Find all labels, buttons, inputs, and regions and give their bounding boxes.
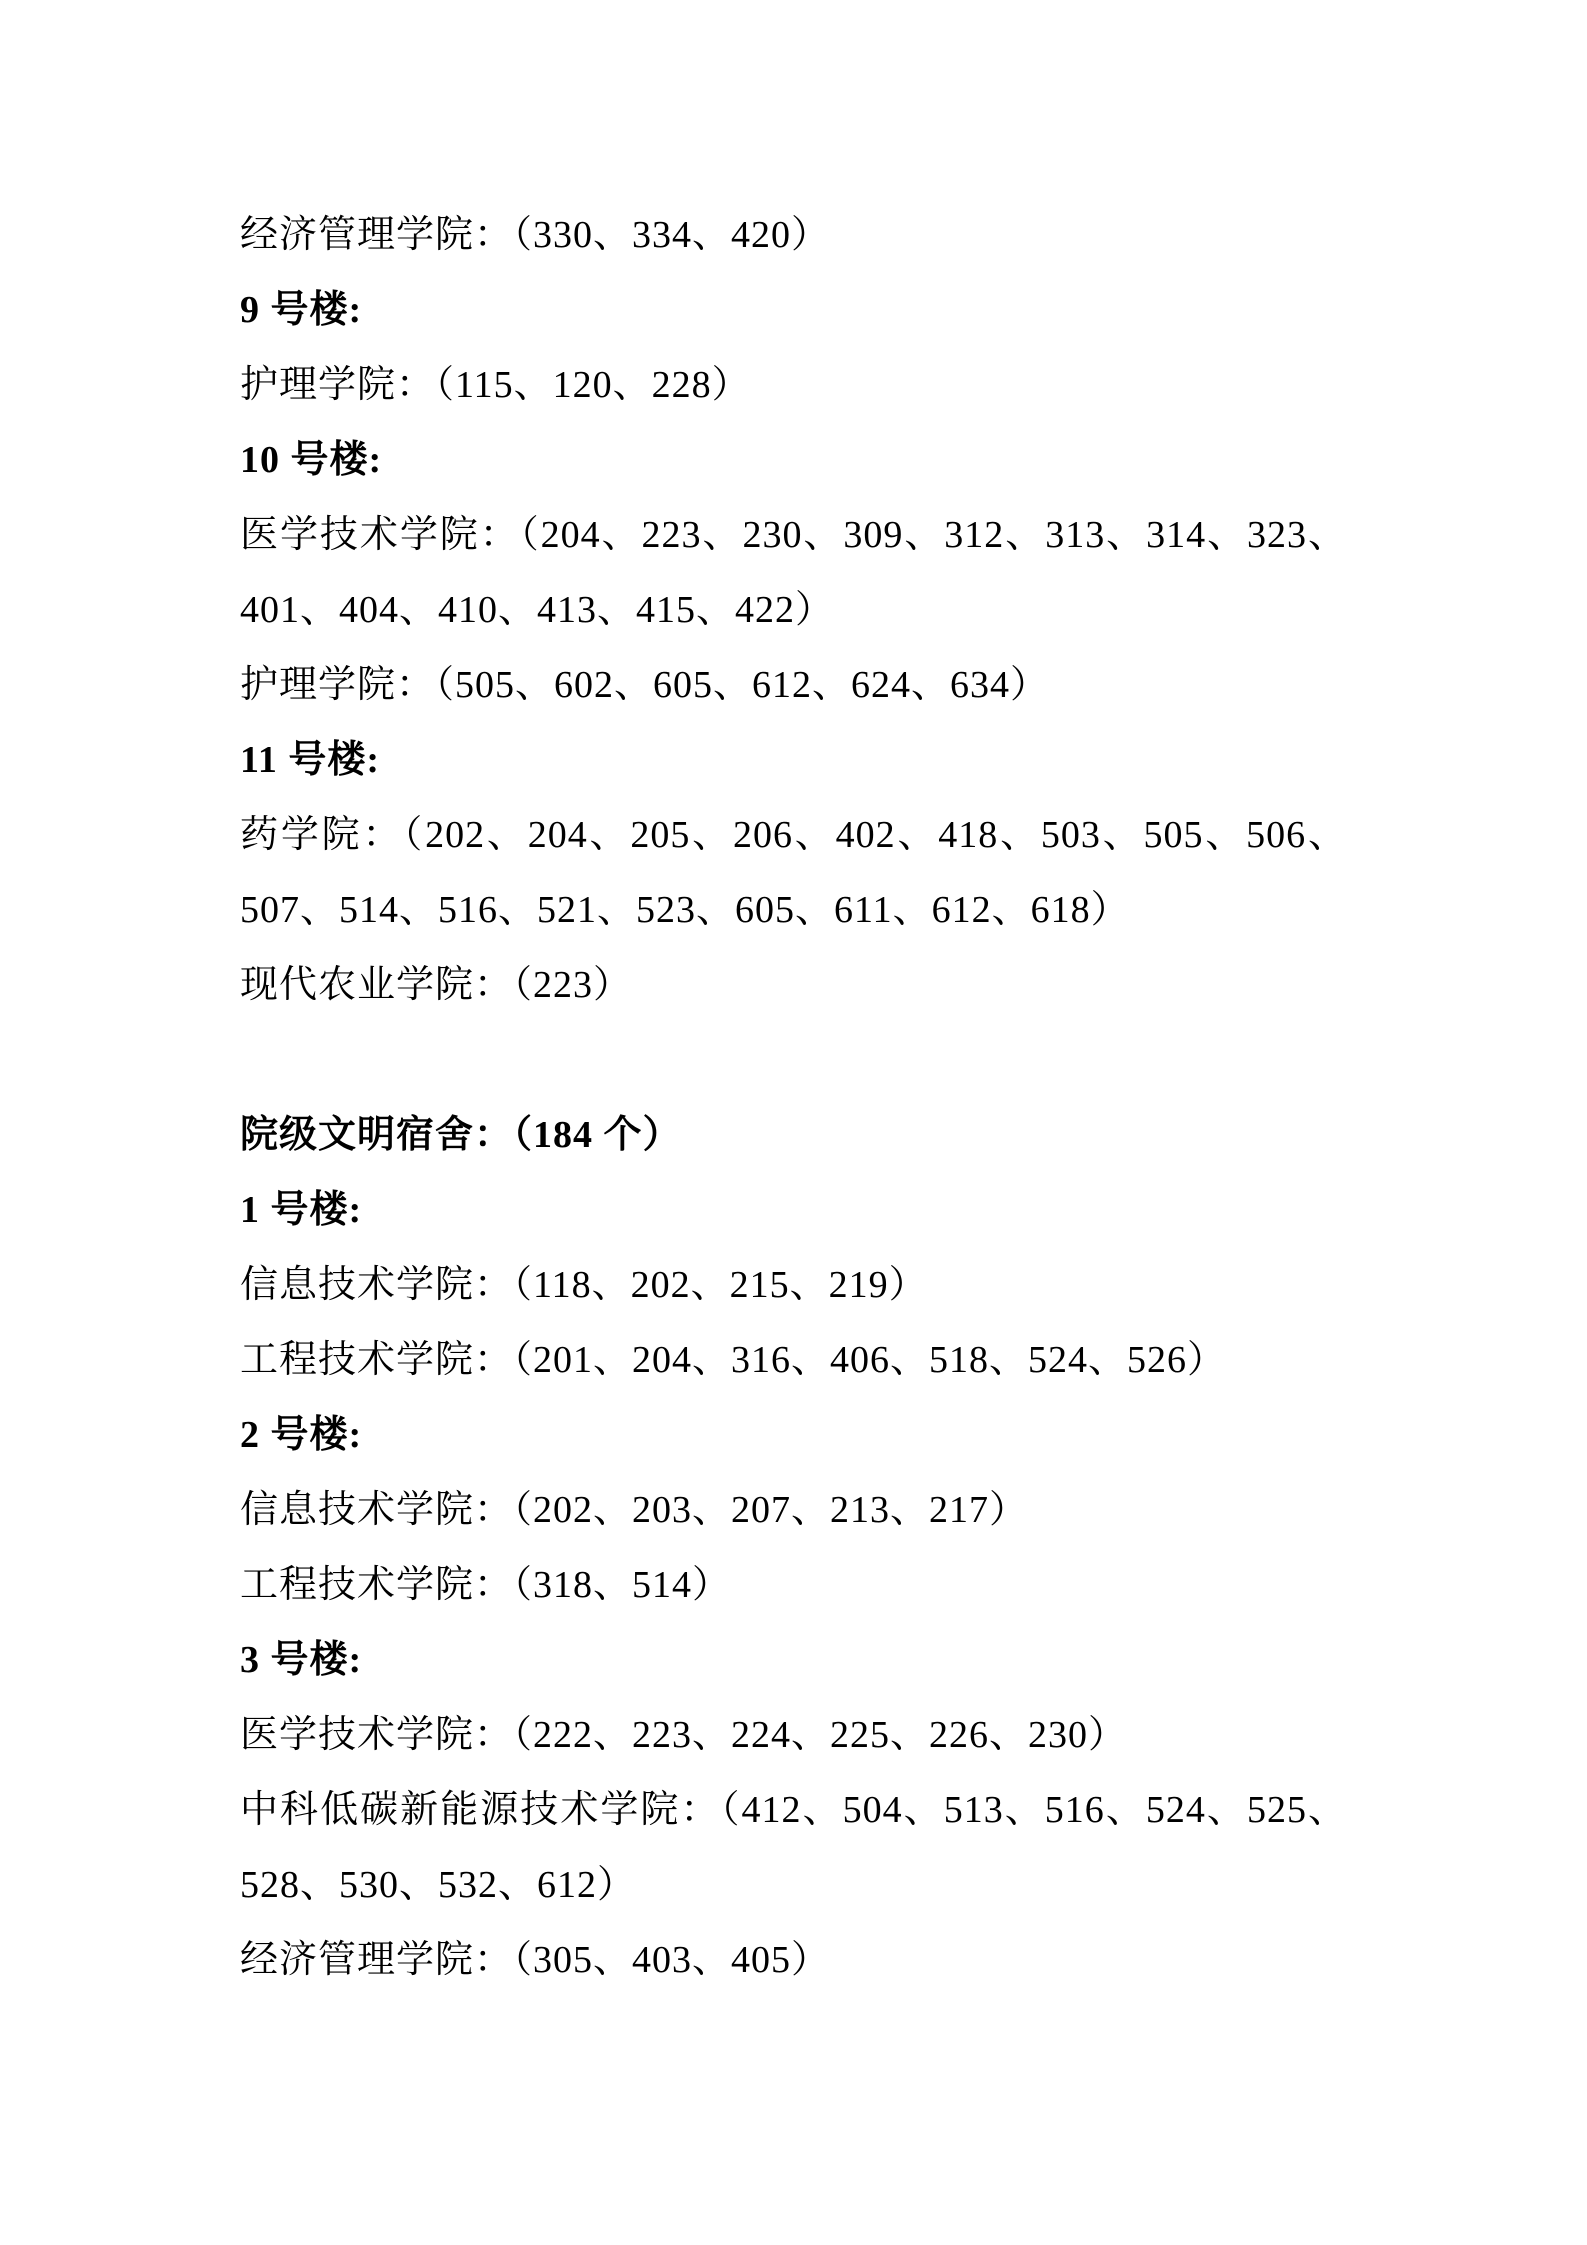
college-entry: 药学院：（202、204、205、206、402、418、503、505、506、 [240,814,1347,856]
building-header: 10 号楼: [240,439,383,481]
college-entry: 护理学院：（505、602、605、612、624、634） [240,664,1050,706]
college-entry: 工程技术学院：（201、204、316、406、518、524、526） [240,1339,1227,1381]
college-entry: 工程技术学院：（318、514） [240,1564,732,1606]
college-entry: 医学技术学院：（204、223、230、309、312、313、314、323、 [240,514,1347,556]
college-entry: 护理学院：（115、120、228） [240,364,751,406]
building-header: 2 号楼: [240,1414,363,1456]
section-header: 院级文明宿舍：（184 个） [240,1114,682,1156]
college-entry: 医学技术学院：（222、223、224、225、226、230） [240,1714,1128,1756]
college-entry: 中科低碳新能源技术学院：（412、504、513、516、524、525、 [240,1789,1347,1831]
building-header: 3 号楼: [240,1639,363,1681]
building-header: 1 号楼: [240,1189,363,1231]
college-entry: 经济管理学院：（305、403、405） [240,1939,831,1981]
blank-line [240,1023,1347,1098]
college-entry: 经济管理学院：（330、334、420） [240,214,831,256]
college-entry: 信息技术学院：（118、202、215、219） [240,1264,928,1306]
continuation: 528、530、532、612） [240,1864,637,1906]
college-entry: 信息技术学院：（202、203、207、213、217） [240,1489,1029,1531]
document-text [240,198,1347,1998]
college-entry: 现代农业学院：（223） [240,964,633,1006]
continuation: 507、514、516、521、523、605、611、612、618） [240,889,1130,931]
building-header: 9 号楼: [240,289,363,331]
building-header: 11 号楼: [240,739,381,781]
continuation: 401、404、410、413、415、422） [240,589,835,631]
